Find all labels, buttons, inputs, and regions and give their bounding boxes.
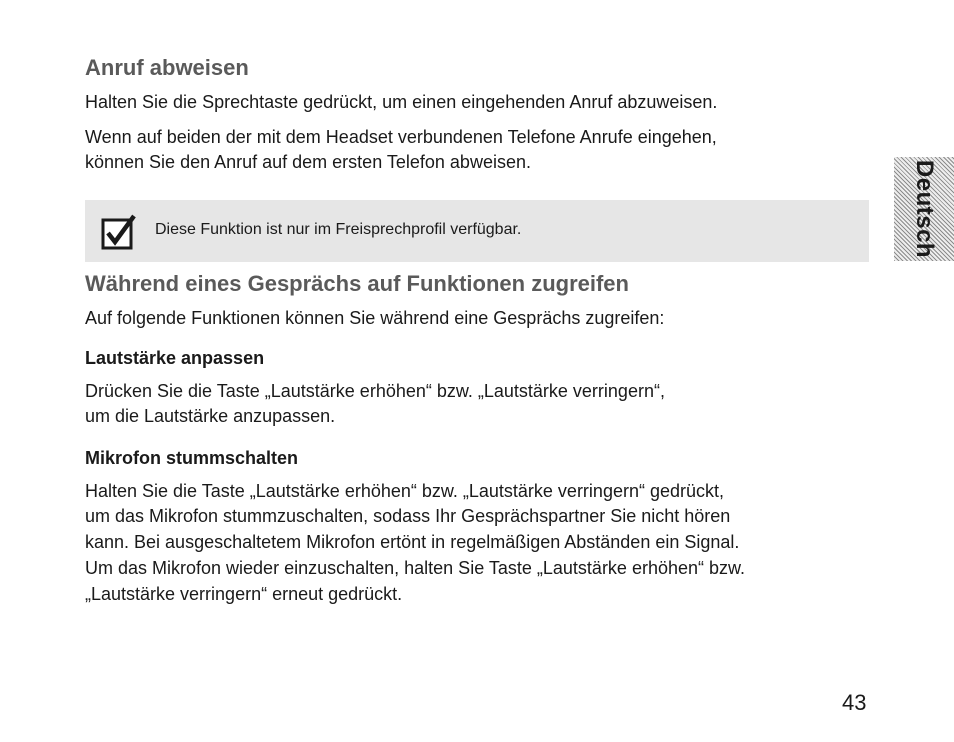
paragraph-line: Halten Sie die Taste „Lautstärke erhöhen“ bzw. „Lautstärke verringern“ gedrückt, (85, 481, 724, 501)
note-text: Diese Funktion ist nur im Freisprechprofil verfügbar. (155, 221, 522, 238)
language-label: Deutsch (911, 159, 938, 259)
subsection-title-lautstaerke: Lautstärke anpassen (85, 348, 265, 368)
note-box (85, 200, 869, 262)
page-number: 43 (842, 690, 867, 715)
paragraph-line: Um das Mikrofon wieder einzuschalten, halten Sie Taste „Lautstärke erhöhen“ bzw. (85, 558, 746, 578)
checkbox-check-icon (101, 214, 137, 250)
paragraph-line: können Sie den Anruf auf dem ersten Telefon abweisen. (85, 152, 531, 172)
paragraph-line: kann. Bei ausgeschaltetem Mikrofon ertönt in regelmäßigen Abständen ein Signal. (85, 532, 740, 552)
paragraph-line: „Lautstärke verringern“ erneut gedrückt. (85, 584, 403, 604)
paragraph: Halten Sie die Sprechtaste gedrückt, um einen eingehenden Anruf abzuweisen. (85, 92, 718, 112)
section-title-anruf-abweisen: Anruf abweisen (85, 55, 249, 80)
paragraph-line: um die Lautstärke anzupassen. (85, 406, 336, 426)
subsection-title-mikrofon: Mikrofon stummschalten (85, 448, 299, 468)
paragraph-line: um das Mikrofon stummzuschalten, sodass Ihr Gesprächspartner Sie nicht hören (85, 506, 731, 526)
paragraph-line: Drücken Sie die Taste „Lautstärke erhöhen“ bzw. „Lautstärke verringern“, (85, 381, 665, 401)
paragraph: Auf folgende Funktionen können Sie während eine Gesprächs zugreifen: (85, 308, 665, 328)
section-title-funktionen: Während eines Gesprächs auf Funktionen zugreifen (85, 271, 629, 296)
language-side-tab (894, 157, 954, 261)
paragraph-line: Wenn auf beiden der mit dem Headset verbundenen Telefone Anrufe eingehen, (85, 127, 717, 147)
